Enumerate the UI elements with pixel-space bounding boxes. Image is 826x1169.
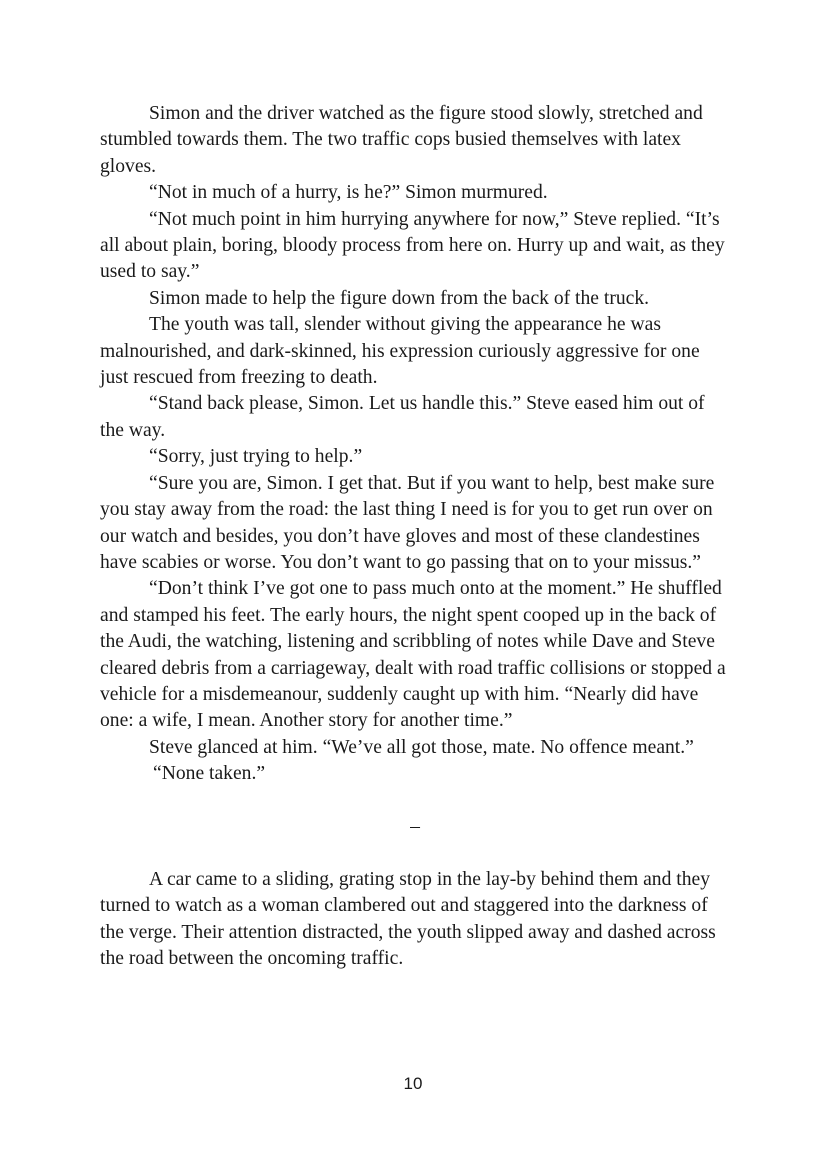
- paragraph: A car came to a sliding, grating stop in the lay-by behind them and they turned to watch as a woman clambered out and staggered into the darkness of the verge. Their attention distracted, the youth slipped away and dashed across the road between the oncoming traffic.: [100, 868, 716, 969]
- page-number: 10: [403, 1074, 423, 1093]
- paragraph: “Sure you are, Simon. I get that. But if you want to help, best make sure you stay away from the road: the last thing I need is for you to get run over on our watch and besides, you don’t have gloves and most of these clandestines have scabies or worse. You don’t want to go passing that on to your missus.”: [100, 472, 715, 573]
- paragraph: Simon and the driver watched as the figure stood slowly, stretched and stumbled towards them. The two traffic cops busied themselves with latex gloves.: [100, 103, 703, 177]
- paragraph: “Stand back please, Simon. Let us handle this.” Steve eased him out of the way.: [100, 393, 705, 441]
- paragraph: Simon made to help the figure down from the back of the truck.: [149, 287, 650, 309]
- paragraph: “Don’t think I’ve got one to pass much onto at the moment.” He shuffled and stamped his feet. The early hours, the night spent cooped up in the back of the Audi, the watching, listening and scribbling of notes while Dave and Steve cleared debris from a carriageway, dealt with road traffic collisions or stopped a vehicle for a misdemeanour, suddenly caught up with him. “Nearly did have one: a wife, I mean. Another story for another time.”: [100, 578, 726, 732]
- paragraph: The youth was tall, slender without giving the appearance he was malnourished, and dark-skinned, his expression curiously aggressive for one just rescued from freezing to death.: [100, 314, 700, 389]
- paragraph: Steve glanced at him. “We’ve all got those, mate. No offence meant.”: [149, 736, 694, 758]
- paragraph: “None taken.”: [153, 763, 266, 785]
- page-body: [100, 101, 730, 972]
- paragraph: “Not much point in him hurrying anywhere for now,” Steve replied. “It’s all about plain, boring, bloody process from here on. Hurry up and wait, as they used to say.”: [100, 208, 725, 283]
- scene-break: –: [410, 815, 420, 837]
- paragraph: “Not in much of a hurry, is he?” Simon murmured.: [149, 182, 548, 204]
- paragraph: “Sorry, just trying to help.”: [149, 446, 363, 468]
